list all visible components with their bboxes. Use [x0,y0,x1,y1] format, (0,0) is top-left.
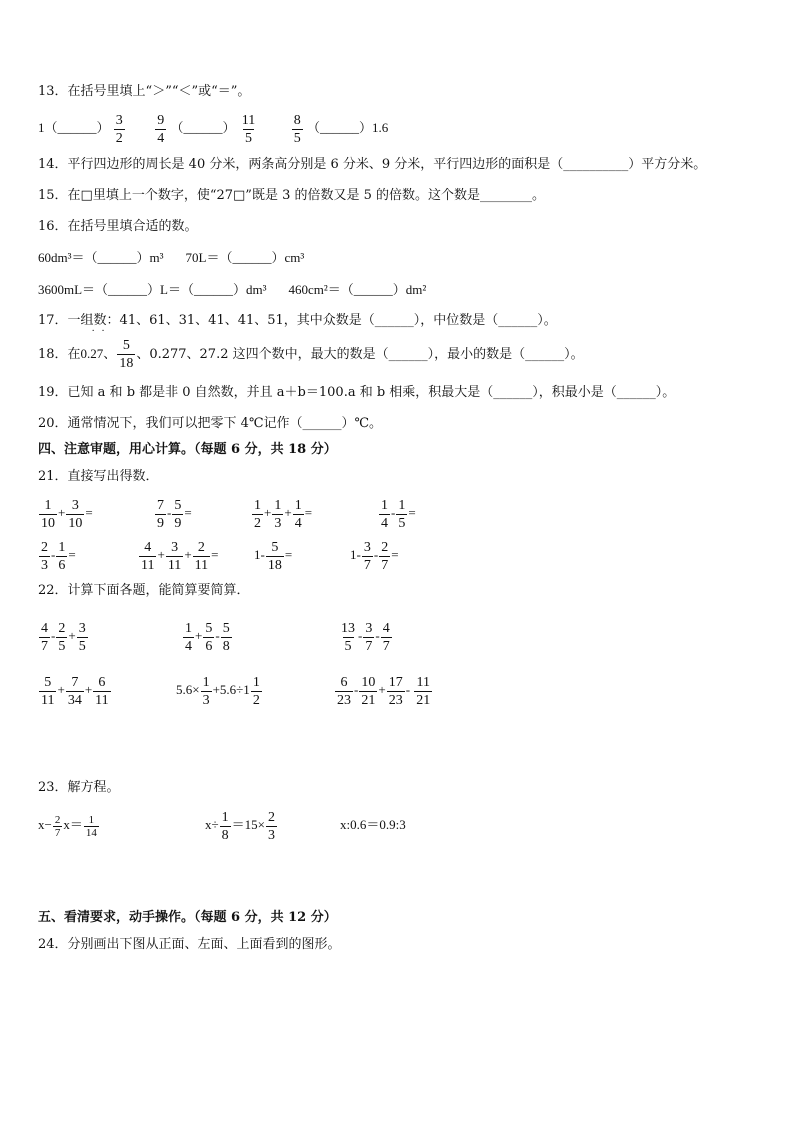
q17-text: 17．一组数：41、61、31、41、41、51，其中众数是（______），中位数是（______）。 [38,313,557,328]
fraction: $\frac{11}{21}$ [416,674,431,708]
q21r1-item-3 [251,493,312,534]
q13-stem: 13．在括号里填上“＞”“＜”或“＝”。 [38,84,251,99]
operator: + [195,628,203,643]
q23-stem: 23．解方程。 [38,780,120,795]
operator: - [405,682,414,697]
fraction: $\frac{5}{18}$ [119,338,134,371]
q16-row-2: 3600mL＝（______）L＝（______）dm³ 460cm²＝（______）dm² [38,282,427,297]
operator: = [68,547,76,562]
operator: + [284,505,292,520]
q21r2-item-4 [350,535,399,576]
q20-text: 20．通常情况下，我们可以把零下 4℃记作（______）℃。 [38,416,383,431]
fraction: $\frac{1}{3}$ [202,674,210,708]
fraction: $\frac{1}{4}$ [381,497,388,531]
operator: x＝ [63,817,83,832]
q14-text: 14．平行四边形的周长是 40 分米，两条高分别是 6 分米、9 分米，平行四边形的面积是（__________）平方分米。 [38,157,707,172]
math-expression [38,539,76,573]
fraction: $\frac{3}{7}$ [363,539,371,573]
operator: + [157,547,165,562]
fraction: $\frac{2}{7}$ [381,539,389,573]
operator: - [354,682,359,697]
math-expression [38,813,100,839]
fraction: $\frac{13}{5}$ [341,620,355,654]
q24-text: 24．分别画出下图从正面、左面、上面看到的图形。 [38,937,341,952]
fraction: $\frac{1}{4}$ [294,497,302,531]
fraction: $\frac{1}{8}$ [221,809,229,843]
math-expression [378,497,416,531]
fraction: $\frac{4}{11}$ [141,539,155,573]
repeating-decimal: · · 0.27 [80,326,107,361]
q21r1-item-4 [378,493,416,534]
operator: + [68,628,76,643]
fraction: $\frac{5}{9}$ [174,497,182,531]
operator: + [84,682,93,697]
q22r1-item-2 [182,616,233,657]
operator: + [57,682,65,697]
math-expression [205,809,278,843]
q23r-item-1 [38,805,100,846]
fraction: $\frac{5}{11}$ [41,674,55,708]
math-expression [251,497,313,531]
q16-row-1: 60dm³＝（______）m³ 70L＝（______）cm³ [38,250,305,265]
math-expression [138,539,219,573]
q13-item-2 [154,112,261,146]
operator: - [375,628,380,643]
operator: - [358,628,363,643]
operator: = [184,505,192,520]
math-expression [38,497,93,531]
math-expression [350,539,399,573]
answer-blank[interactable]: （______） [170,120,236,135]
q22r2-item-2 [176,670,263,711]
math-expression [340,817,406,832]
operator: - [51,628,56,643]
q15-text: 15．在□里填上一个数字，使“27□”既是 3 的倍数又是 5 的倍数。这个数是________。 [38,188,546,203]
q21-stem: 21．直接写出得数． [38,469,159,484]
fraction: $\frac{2}{3}$ [267,809,275,843]
q21r2-item-2 [138,535,218,576]
fraction: $\frac{1}{3}$ [274,497,282,531]
q13-item-1: 1（______） $\frac{3}{2}$ [38,112,123,146]
math-expression [38,620,89,654]
fraction: $\frac{17}{23}$ [388,674,403,708]
q21r1-item-1 [38,493,93,534]
q21r2-item-3 [254,535,292,576]
q21r1-item-2 [154,493,192,534]
fraction: $\frac{3}{5}$ [78,620,86,654]
fraction: $\frac{3}{7}$ [365,620,373,654]
fraction: $\frac{2}{11}$ [194,539,209,573]
q23r-item-2 [205,805,278,846]
q13-items [38,108,388,148]
math-expression [176,674,263,708]
answer-blank[interactable]: （______） [44,120,110,135]
fraction: $\frac{1}{4}$ [185,620,192,654]
fraction: $\frac{2}{3}$ [41,539,48,573]
operator: + [58,505,66,520]
operator: 1- [254,547,265,562]
q22r1-item-1 [38,616,89,657]
operator: ＝15× [231,817,265,832]
section-5-heading: 五、看清要求，动手操作。（每题 6 分，共 12 分） [38,910,337,925]
fraction: $\frac{1}{6}$ [58,539,66,573]
operator: x:0.6＝0.9:3 [340,817,406,832]
fraction: $\frac{4}{7}$ [382,620,390,654]
fraction: $\frac{1}{2}$ [254,497,261,531]
operator: + [264,505,272,520]
fraction: $\frac{1}{2}$ [252,674,260,708]
operator: = [85,505,93,520]
operator: = [391,547,399,562]
fraction: $\frac{2}{5}$ [58,620,66,654]
fraction: $\frac{6}{23}$ [337,674,351,708]
answer-blank[interactable]: （______） [307,120,373,135]
q22-stem: 22．计算下面各题，能简算要简算． [38,583,250,598]
fraction: $\frac{6}{11}$ [95,674,109,708]
q23r-item-3 [340,805,406,846]
fraction: $\frac{10}{21}$ [361,674,376,708]
fraction: $\frac{3}{11}$ [167,539,182,573]
q19-text: 19．已知 a 和 b 都是非 0 自然数，并且 a＋b＝100.a 和 b 相乘，积最大是（______），积最小是（______）。 [38,385,676,400]
section-4-heading: 四、注意审题，用心计算。（每题 6 分，共 18 分） [38,442,337,457]
math-expression [182,620,233,654]
fraction: $\frac{1}{14}$ [85,813,97,839]
fraction: $\frac{5}{8}$ [222,620,230,654]
math-expression [254,539,293,573]
operator: x÷ [205,817,219,832]
math-expression [38,674,112,708]
fraction: $\frac{9}{4}$ [157,112,165,146]
math-expression [334,674,433,708]
operator: - [391,505,396,520]
q18-text: 18．在 · · 0.27、 $\frac{5}{18}$ 、0.277、27.2 这四个数中，最大的数是（______），最小的数是（______）。 [38,334,584,375]
q22r2-item-1 [38,670,112,711]
operator: = [304,505,313,520]
fraction: $\frac{8}{5}$ [293,112,301,146]
fraction: $\frac{1}{10}$ [41,497,55,531]
operator: + [184,547,192,562]
math-expression [154,497,192,531]
fraction: $\frac{11}{5}$ [241,112,256,146]
fraction: $\frac{3}{2}$ [115,112,123,146]
operator: +5.6÷1 [212,682,250,697]
operator: - [215,628,220,643]
operator: = [284,547,293,562]
q22r2-item-3 [334,670,433,711]
q22r1-item-3 [338,616,393,657]
fraction: $\frac{3}{10}$ [68,497,83,531]
q13-item-3: $\frac{8}{5}$ （______）1.6 [293,112,389,146]
fraction: $\frac{5}{6}$ [205,620,213,654]
q16-stem: 16．在括号里填合适的数。 [38,219,198,234]
fraction: $\frac{7}{34}$ [67,674,82,708]
q21r2-item-1 [38,535,76,576]
fraction: $\frac{2}{7}$ [54,813,61,839]
operator: 1- [350,547,361,562]
fraction: $\frac{4}{7}$ [41,620,48,654]
operator: x− [38,817,52,832]
operator: = [211,547,219,562]
fraction: $\frac{1}{5}$ [398,497,406,531]
operator: 5.6× [176,682,200,697]
operator: = [408,505,416,520]
fraction: $\frac{5}{18}$ [267,539,282,573]
math-expression [338,620,393,654]
operator: - [51,547,56,562]
operator: - [167,505,172,520]
operator: + [378,682,386,697]
operator: - [373,547,379,562]
fraction: $\frac{7}{9}$ [157,497,164,531]
